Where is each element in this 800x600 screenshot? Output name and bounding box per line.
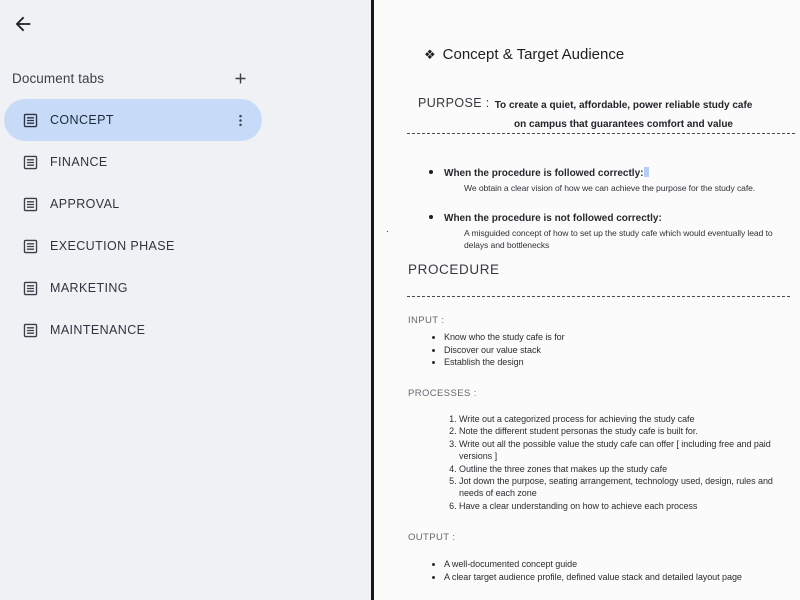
sidebar-item-concept[interactable] [4, 99, 262, 141]
output-list [430, 558, 782, 583]
sidebar-item-marketing[interactable] [4, 267, 262, 309]
purpose-label: PURPOSE : [418, 96, 490, 110]
list-item [444, 208, 794, 252]
panel-title: Document tabs [12, 70, 105, 86]
list-item: 1. Write out a categorized process for achieving the study cafe [459, 413, 774, 425]
add-tab-button[interactable] [228, 66, 252, 90]
list-item: 5. Jot down the purpose, seating arrangement, technology used, design, rules and needs of each zone [459, 475, 774, 500]
sidebar-item-finance[interactable] [4, 141, 262, 183]
section-divider [407, 296, 790, 297]
document-tab-icon [22, 196, 39, 213]
doc-section-title [424, 46, 624, 63]
list-item [444, 163, 794, 195]
bullet-body: A misguided concept of how to set up the study cafe which would eventually lead to delays and bottlenecks [464, 227, 773, 250]
list-item: • Know who the study cafe is for [444, 331, 782, 344]
list-item: • A well-documented concept guide [444, 558, 782, 571]
sidebar-item-label: EXECUTION PHASE [50, 239, 175, 253]
purpose-line2: on campus that guarantees comfort and value [514, 119, 733, 130]
document-tab-icon [22, 112, 39, 129]
document-tab-icon [22, 322, 39, 339]
purpose-text [495, 96, 753, 134]
sidebar-item-approval[interactable] [4, 183, 262, 225]
list-item: 2. Note the different student personas the study cafe is built for. [459, 425, 774, 437]
list-item: 6. Have a clear understanding on how to achieve each process [459, 500, 774, 512]
stray-period: . [386, 224, 389, 235]
doc-title-text: Concept & Target Audience [442, 46, 625, 63]
procedure-intro-bullets [444, 163, 794, 265]
purpose-line1: To create a quiet, affordable, power reliable study cafe [494, 100, 753, 111]
sidebar-item-label: MAINTENANCE [50, 323, 146, 337]
bullet-body: We obtain a clear vision of how we can achieve the purpose for the study cafe. [464, 183, 756, 193]
diamond-bullet-icon: ❖ [424, 47, 436, 62]
plus-icon [232, 70, 249, 87]
input-list [430, 331, 782, 369]
sidebar-item-label: CONCEPT [50, 113, 114, 127]
list-item: • Establish the design [444, 356, 782, 369]
arrow-left-icon [12, 13, 34, 35]
output-label: OUTPUT : [408, 532, 456, 543]
document-tab-icon [22, 238, 39, 255]
processes-label: PROCESSES : [408, 388, 477, 399]
bullet-heading: When the procedure is followed correctly: [444, 168, 644, 179]
document-tab-icon [22, 280, 39, 297]
bullet-heading: When the procedure is not followed correctly: [444, 212, 662, 224]
list-item: • Discover our value stack [444, 344, 782, 357]
text-cursor-highlight [644, 167, 649, 177]
tab-list [4, 99, 262, 351]
process-list [438, 413, 774, 512]
panel-header [12, 66, 260, 90]
list-item: 3. Write out all the possible value the study cafe can offer [ including free and paid versions ] [459, 438, 774, 463]
sidebar-item-label: APPROVAL [50, 197, 120, 211]
back-button[interactable] [8, 9, 38, 39]
document-tab-icon [22, 154, 39, 171]
purpose-block [418, 96, 752, 134]
section-divider [407, 133, 795, 134]
sidebar-item-execution-phase[interactable] [4, 225, 262, 267]
sidebar-item-label: MARKETING [50, 281, 128, 295]
document-tabs-sidebar [0, 0, 371, 600]
sidebar-item-label: FINANCE [50, 155, 108, 169]
input-label: INPUT : [408, 315, 445, 326]
list-item: 4. Outline the three zones that makes up the study cafe [459, 463, 774, 475]
list-item: • A clear target audience profile, defined value stack and detailed layout page [444, 571, 782, 584]
document-canvas[interactable] [374, 0, 800, 600]
kebab-menu-icon[interactable] [233, 113, 248, 128]
sidebar-item-maintenance[interactable] [4, 309, 262, 351]
procedure-heading: PROCEDURE [408, 262, 500, 277]
